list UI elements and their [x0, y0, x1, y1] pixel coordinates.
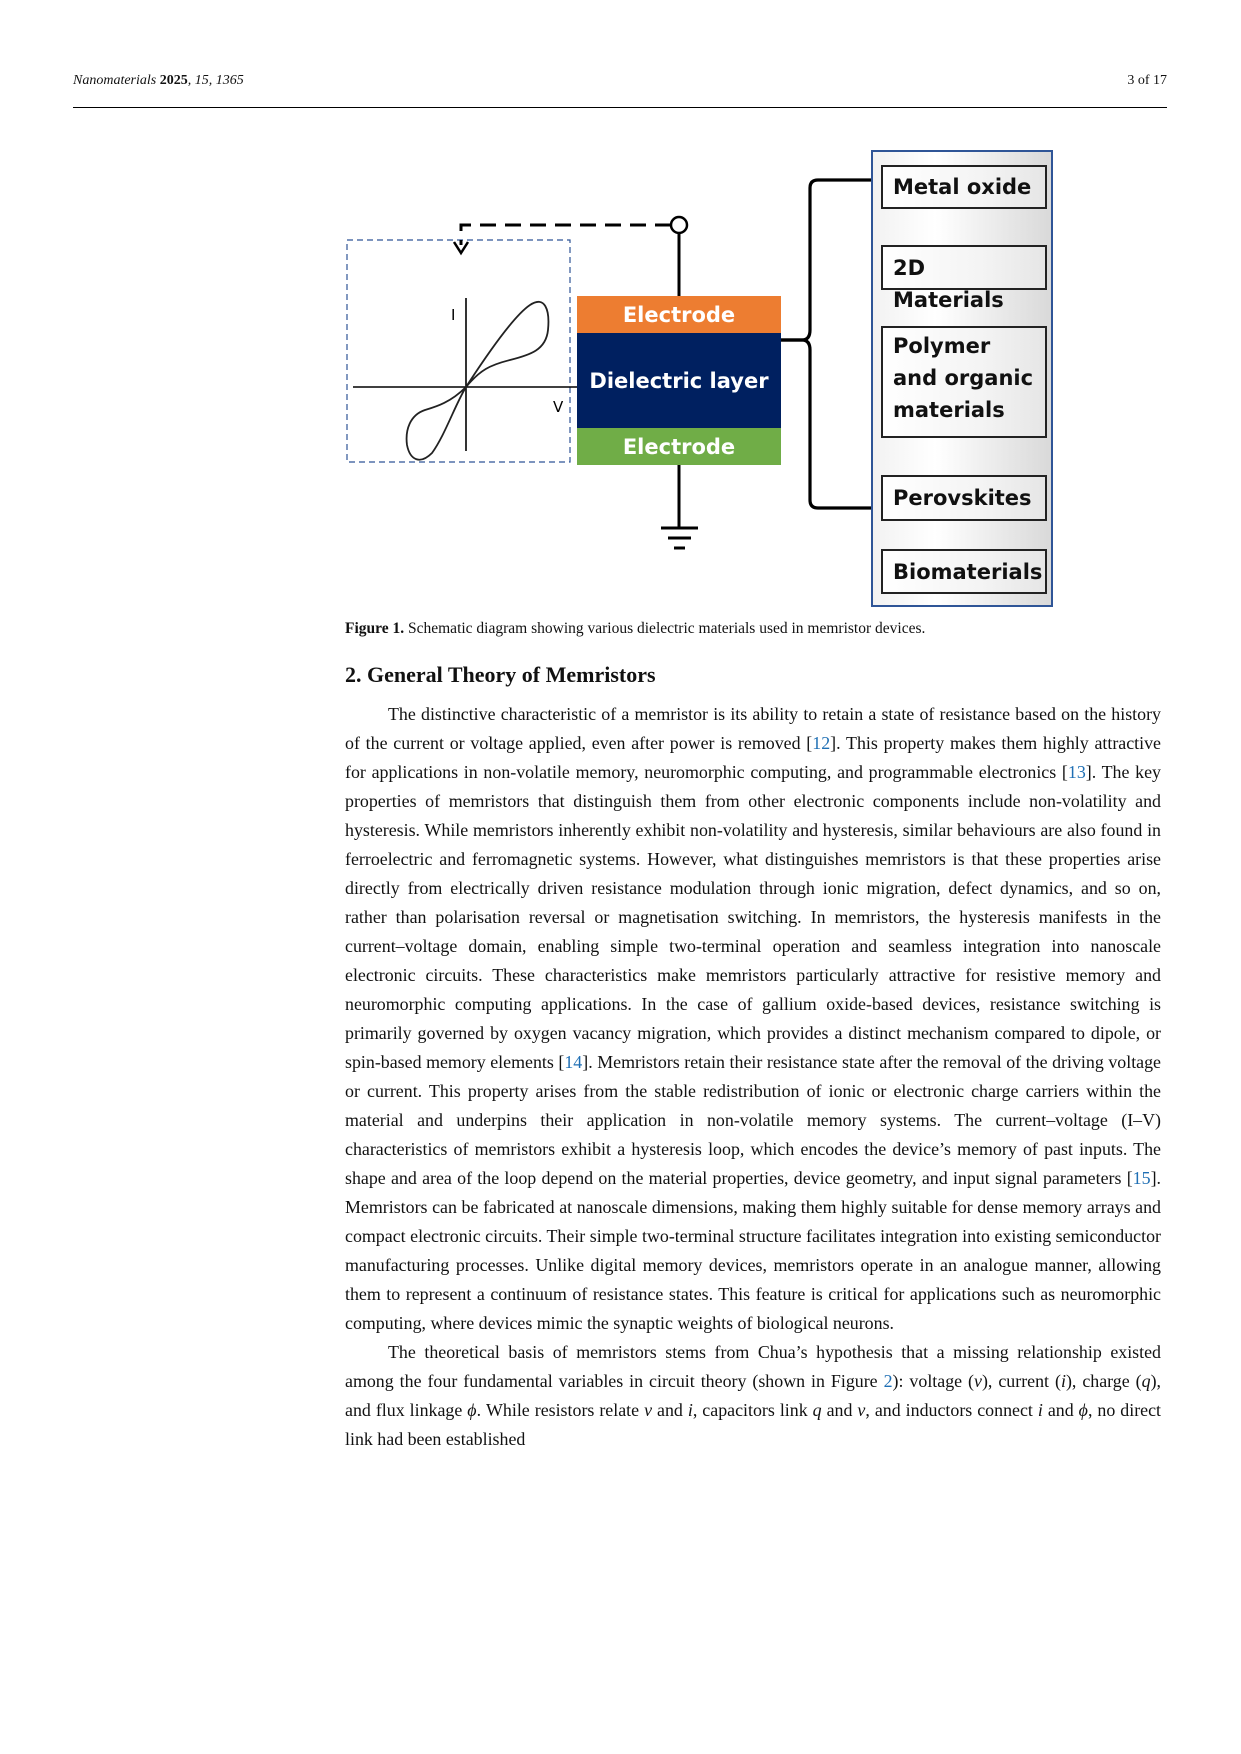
hysteresis-loop — [407, 302, 549, 460]
bottom-electrode-layer: Electrode — [577, 428, 781, 465]
material-perovskites: Perovskites — [881, 475, 1047, 521]
figure-caption — [345, 620, 925, 638]
citation-link[interactable]: 15 — [1132, 1168, 1151, 1188]
journal-citation: Nanomaterials 2025, 15, 1365 — [73, 73, 244, 88]
citation-link[interactable]: 13 — [1067, 762, 1086, 782]
material-2d-materials: 2D Materials — [881, 245, 1047, 290]
material-metal-oxide: Metal oxide — [881, 165, 1047, 209]
caption-label: Figure 1. — [345, 620, 405, 637]
brace-upper — [781, 180, 873, 340]
dielectric-layer: Dielectric layer — [577, 333, 781, 428]
body-text — [345, 700, 1161, 1454]
running-header — [73, 73, 1167, 93]
citation-link[interactable]: 12 — [812, 733, 831, 753]
journal-year: 2025 — [159, 73, 188, 88]
figure-1 — [340, 145, 1060, 615]
paragraph: The theoretical basis of memristors stems from Chua’s hypothesis that a missing relationship existed among the four fundamental variables in circuit theory (shown in Figure 2): voltage (v), current (i), charge (q), and flux linkage ϕ. While resistors relate v and i, capacitors link q and v, and inductors connect i and ϕ, no direct link had been established — [345, 1342, 1162, 1449]
paragraph: The distinctive characteristic of a memristor is its ability to retain a state of resistance based on the history of the current or voltage applied, even after power is removed [12]. This property makes them highly attractive for applications in non-volatile memory, neuromorphic computing, and programmable electronics [13]. The key properties of memristors that distinguish them from other electronic components include non-volatility and hysteresis. While memristors inherently exhibit non-volatility and hysteresis, similar behaviours are also found in ferroelectric and ferromagnetic systems. However, what distinguishes memristors is that these properties arise directly from electrically driven resistance modulation through ionic migration, defect dynamics, and so on, rather than polarisation reversal or magnetisation switching. In memristors, the hysteresis manifests in the current–voltage domain, enabling simple two-terminal operation and seamless integration into nanoscale electronic circuits. These characteristics make memristors particularly attractive for resistive memory and neuromorphic computing applications. In the case of gallium oxide-based devices, resistance switching is primarily governed by oxygen vacancy migration, which provides a distinct mechanism compared to dipole, or spin-based memory elements [14]. Memristors retain their resistance state after the removal of the driving voltage or current. This property arises from the stable redistribution of ionic or electronic charge carriers within the material and underpins their application in non-volatile memory systems. The current–voltage (I–V) characteristics of memristors exhibit a hysteresis loop, which encodes the device’s memory of past inputs. The shape and area of the loop depend on the material properties, device geometry, and input signal parameters [15]. Memristors can be fabricated at nanoscale dimensions, making them highly suitable for dense memory arrays and compact electronic circuits. Their simple two-terminal structure facilitates integration into existing semiconductor manufacturing processes. Unlike digital memory devices, memristors operate in an analogue manner, allowing them to represent a continuum of resistance states. This feature is critical for applications such as neuromorphic computing, where devices mimic the synaptic weights of biological neurons. — [345, 704, 1162, 1333]
math-variable: i — [1060, 1371, 1066, 1391]
math-variable: q — [1141, 1371, 1151, 1391]
feedback-dashed-line — [461, 225, 671, 245]
citation-link[interactable]: 14 — [564, 1052, 583, 1072]
math-variable: v — [974, 1371, 982, 1391]
material-polymer-organic: Polymer and organic materials — [881, 326, 1047, 438]
journal-name: Nanomaterials — [73, 73, 157, 88]
header-rule — [73, 107, 1167, 108]
math-variable: i — [687, 1400, 693, 1420]
material-biomaterials: Biomaterials — [881, 549, 1047, 594]
math-variable: v — [857, 1400, 866, 1420]
iv-x-label: V — [553, 398, 564, 416]
citation-link[interactable]: 2 — [883, 1371, 893, 1391]
top-electrode-layer: Electrode — [577, 296, 781, 333]
math-variable: i — [1037, 1400, 1043, 1420]
materials-panel — [871, 150, 1053, 607]
ground-icon — [661, 528, 698, 548]
brace-lower — [781, 340, 873, 508]
math-variable: ϕ — [1078, 1400, 1088, 1420]
iv-y-label: I — [451, 306, 456, 324]
page-number: 3 of 17 — [1127, 73, 1167, 88]
terminal-node-icon — [671, 217, 687, 233]
caption-text: Schematic diagram showing various dielectric materials used in memristor devices. — [408, 620, 926, 637]
article-number: 1365 — [215, 73, 244, 88]
journal-volume: 15 — [194, 73, 209, 88]
math-variable: v — [644, 1400, 653, 1420]
section-heading: 2. General Theory of Memristors — [345, 662, 656, 687]
math-variable: ϕ — [467, 1400, 477, 1420]
math-variable: q — [812, 1400, 822, 1420]
